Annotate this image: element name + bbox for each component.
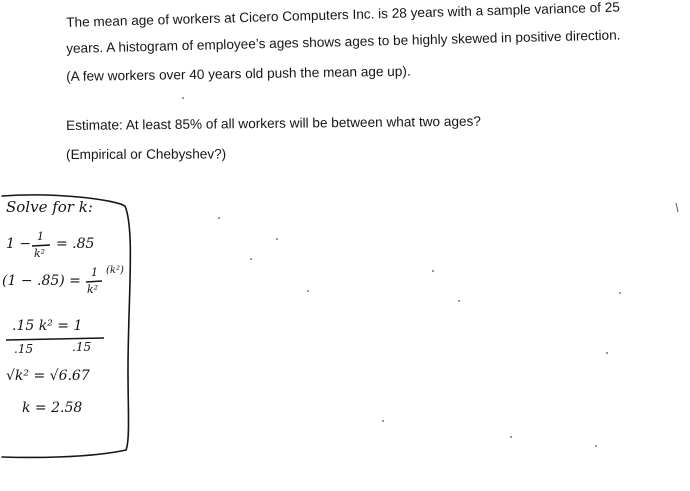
work-heading: Solve for k:	[6, 198, 93, 216]
scan-speck	[458, 300, 460, 302]
scan-speck	[595, 445, 597, 447]
step2-denominator: k²	[87, 283, 99, 296]
scan-speck	[606, 352, 608, 354]
step3-lhs: .15 k² = 1	[12, 318, 83, 334]
fraction-bar-2	[86, 281, 102, 282]
scan-speck	[510, 436, 512, 438]
scan-speck	[218, 217, 220, 219]
step2-lhs: (1 − .85) =	[2, 273, 81, 289]
step1-lhs: 1 −	[6, 236, 32, 252]
problem-line-2: years. A histogram of employee’s ages shows ages to be highly skewed in positive direction.	[66, 27, 621, 56]
problem-line-1: The mean age of workers at Cicero Computers Inc. is 28 years with a sample variance of 25	[66, 0, 621, 30]
scan-speck	[432, 270, 434, 272]
scan-speck	[382, 420, 384, 422]
problem-line-3: (A few workers over 40 years old push the mean age up).	[66, 63, 411, 84]
scan-speck	[250, 258, 252, 260]
step3-denominator-right: .15	[72, 340, 92, 354]
margin-mark	[676, 203, 678, 212]
scan-speck	[182, 97, 184, 99]
scan-speck	[276, 238, 278, 240]
scan-speck	[619, 292, 621, 294]
step4: √k² = √6.67	[6, 368, 90, 384]
step2-numerator: 1	[91, 266, 98, 279]
step3-denominator-left: .15	[14, 342, 34, 356]
step2-note: (k²)	[106, 265, 124, 276]
step1-rhs: = .85	[56, 236, 95, 252]
question-line: Estimate: At least 85% of all workers will be between what two ages?	[66, 113, 481, 133]
step1-denominator: k²	[34, 247, 46, 260]
question-hint-line: (Empirical or Chebyshev?)	[66, 146, 227, 162]
fraction-bar-1	[32, 245, 50, 246]
step5-result: k = 2.58	[22, 400, 83, 416]
scan-speck	[307, 290, 309, 292]
step1-numerator: 1	[37, 230, 44, 243]
